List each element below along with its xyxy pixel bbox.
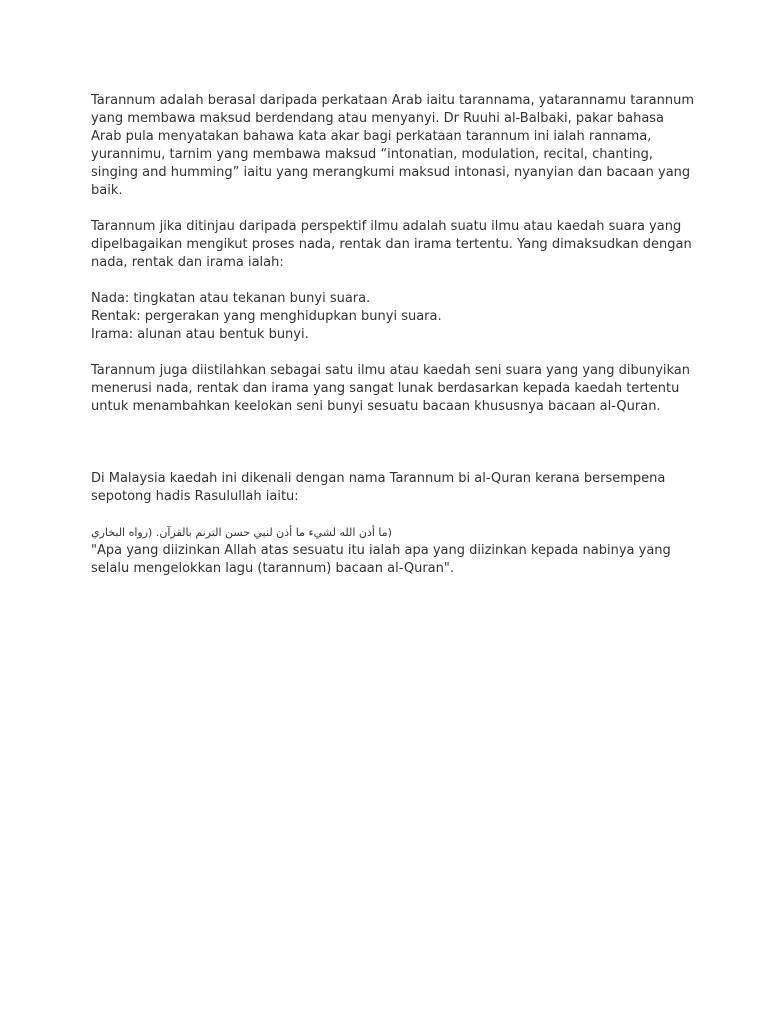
text-line: Tarannum jika ditinjau daripada perspektif ilmu adalah suatu ilmu atau kaedah suara yang [91,219,682,234]
hadith-translation-line: selalu mengelokkan lagu (tarannum) bacaan al-Quran". [91,561,454,576]
text-line: baik. [91,183,123,198]
term-irama: Irama: alunan atau bentuk bunyi. [91,327,309,342]
term-rentak: Rentak: pergerakan yang menghidupkan bunyi suara. [91,309,442,324]
blank-space [91,434,691,470]
text-line: yang membawa maksud berdendang atau menyanyi. Dr Ruuhi al-Balbaki, pakar bahasa [91,111,665,126]
hadith-translation-line: "Apa yang diizinkan Allah atas sesuatu itu ialah apa yang diizinkan kepada nabinya yang [91,543,671,558]
text-line: Tarannum juga diistilahkan sebagai satu ilmu atau kaedah seni suara yang yang dibunyikan [91,363,691,378]
paragraph-perspective [91,218,691,272]
paragraph-definition [91,92,694,200]
paragraph-istilah [91,362,691,416]
hadith-block [91,524,691,578]
document-body [91,92,694,578]
text-line: sepotong hadis Rasulullah iaitu: [91,489,299,504]
paragraph-malaysia [91,470,691,506]
text-line: singing and humming” iaitu yang merangkumi maksud intonasi, nyanyian dan bacaan yang [91,165,691,180]
term-nada: Nada: tingkatan atau tekanan bunyi suara. [91,291,371,306]
text-line: Arab pula menyatakan bahawa kata akar bagi perkataan tarannum ini ialah rannama, [91,129,652,144]
text-line: Tarannum adalah berasal daripada perkataan Arab iaitu tarannama, yatarannamu tarannum [91,93,694,108]
text-line: menerusi nada, rentak dan irama yang sangat lunak berdasarkan kepada kaedah tertentu [91,381,680,396]
text-line: Di Malaysia kaedah ini dikenali dengan nama Tarannum bi al-Quran kerana bersempena [91,471,666,486]
text-line: untuk menambahkan keelokan seni bunyi sesuatu bacaan khususnya bacaan al-Quran. [91,399,661,414]
hadith-arabic-text: (ما أذن الله لشيء ما أذن لنبي حسن الترنم بالقرآن. (رواه البخاري [91,526,392,539]
text-line: nada, rentak dan irama ialah: [91,255,284,270]
text-line: dipelbagaikan mengikut proses nada, rentak dan irama tertentu. Yang dimaksudkan dengan [91,237,692,252]
paragraph-terms-list [91,290,691,344]
text-line: yurannimu, tarnim yang membawa maksud “intonatian, modulation, recital, chanting, [91,147,653,162]
